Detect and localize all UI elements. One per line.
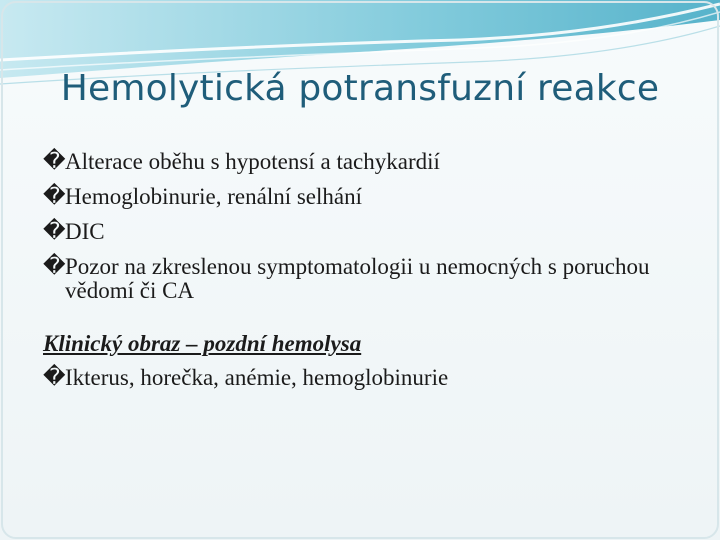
bullet-item: [43, 255, 683, 303]
bullet-marker-icon: �: [43, 149, 66, 174]
slide-title: Hemolytická potransfuzní reakce: [60, 68, 660, 109]
bullet-item: [43, 220, 683, 244]
bullet-item: [43, 185, 683, 209]
bullet-text: Pozor na zkreslenou symptomatologii u nemocných s poruchou vědomí či CA: [65, 254, 650, 303]
bullet-text: Alterace oběhu s hypotensí a tachykardií: [65, 149, 440, 174]
subheading: Klinický obraz – pozdní hemolysa: [43, 331, 362, 356]
sub-bullet-list: [43, 366, 683, 390]
bullet-marker-icon: �: [43, 254, 66, 279]
bullet-marker-icon: �: [43, 219, 66, 244]
bullet-text: Ikterus, horečka, anémie, hemoglobinurie: [65, 365, 449, 390]
slide-content: [43, 150, 683, 401]
bullet-item: [43, 150, 683, 174]
bullet-text: Hemoglobinurie, renální selhání: [65, 184, 363, 209]
bullet-marker-icon: �: [43, 184, 66, 209]
bullet-marker-icon: �: [43, 365, 66, 390]
main-bullet-list: [43, 150, 683, 303]
bullet-text: DIC: [65, 219, 105, 244]
bullet-item: [43, 366, 683, 390]
